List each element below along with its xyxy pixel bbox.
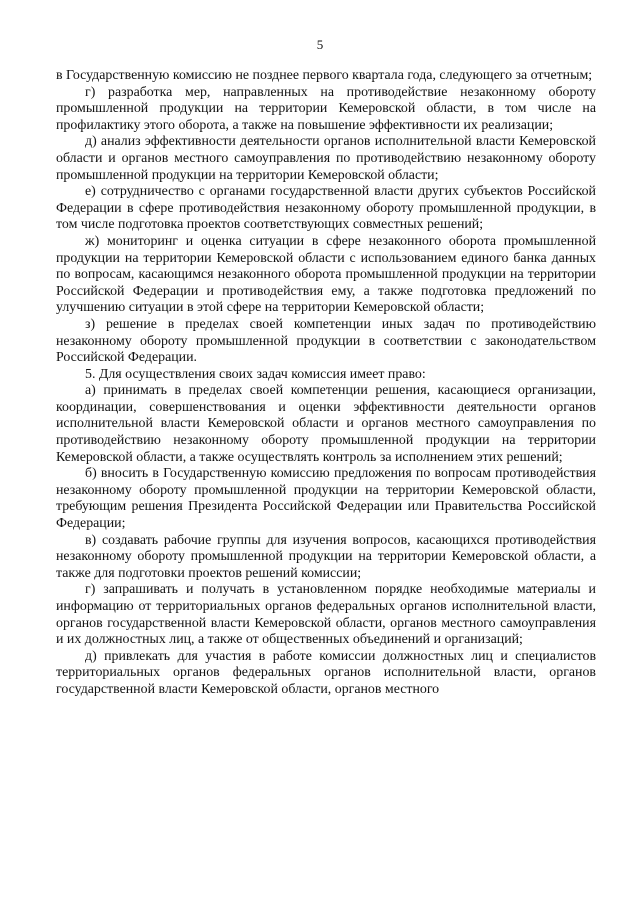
paragraph: 5. Для осуществления своих задач комиссия имеет право:	[85, 366, 426, 382]
page-number: 5	[316, 37, 324, 52]
paragraph: а) принимать в пределах своей компетенции решения, касающиеся организации, координации, совершенствования и оценки эффективности деятельности органов исполнительной власти Кемеровской области и органов местного самоуправления по противодействию незаконному обороту промышленной продукции на территории Кемеровской области, а также осуществлять контроль за исполнением этих решений;	[56, 383, 596, 465]
paragraph: в Государственную комиссию не позднее первого квартала года, следующего за отчетным;	[56, 68, 593, 83]
paragraph: в) создавать рабочие группы для изучения вопросов, касающихся противодействия незаконному обороту промышленной продукции на территории Кемеровской области, а также для подготовки проектов решений комиссии;	[56, 532, 596, 581]
paragraph: д) привлекать для участия в работе комиссии должностных лиц и специалистов территориальных органов федеральных органов исполнительной власти, органов государственной власти Кемеровской области, органов местного	[56, 648, 596, 697]
paragraph: д) анализ эффективности деятельности органов исполнительной власти Кемеровской области и органов местного самоуправления по противодействию незаконному обороту промышленной продукции на территории Кемеровской области;	[56, 134, 596, 183]
paragraph: з) решение в пределах своей компетенции иных задач по противодействию незаконному обороту промышленной продукции в соответствии с законодательством Российской Федерации.	[56, 316, 596, 366]
paragraph: г) запрашивать и получать в установленном порядке необходимые материалы и информацию от территориальных органов федеральных органов исполнительной власти, органов государственной власти Кемеровской области, органов местного самоуправления и их должностных лиц, а также от общественных объединений и организаций;	[56, 582, 596, 648]
paragraph: б) вносить в Государственную комиссию предложения по вопросам противодействия незаконному обороту промышленной продукции на территории Кемеровской области, требующим решения Президента Российской Федерации или Правительства Российской Федерации;	[56, 466, 596, 532]
document-body	[56, 68, 596, 699]
paragraph: е) сотрудничество с органами государственной власти других субъектов Российской Федерации в сфере противодействия незаконному обороту промышленной продукции, в том числе подготовка проектов соответствующих совместных решений;	[56, 184, 596, 233]
paragraph: ж) мониторинг и оценка ситуации в сфере незаконного оборота промышленной продукции на территории Кемеровской области с использованием единого банка данных по вопросам, касающимся незаконного оборота промышленной продукции на территории Российской Федерации и противодействия ему, а также подготовка предложений по улучшению ситуации в этой сфере на территории Кемеровской области;	[56, 233, 596, 316]
paragraph: г) разработка мер, направленных на противодействие незаконному обороту промышленной продукции на территории Кемеровской области, в том числе на профилактику этого оборота, а также на повышение эффективности их реализации;	[56, 84, 596, 133]
